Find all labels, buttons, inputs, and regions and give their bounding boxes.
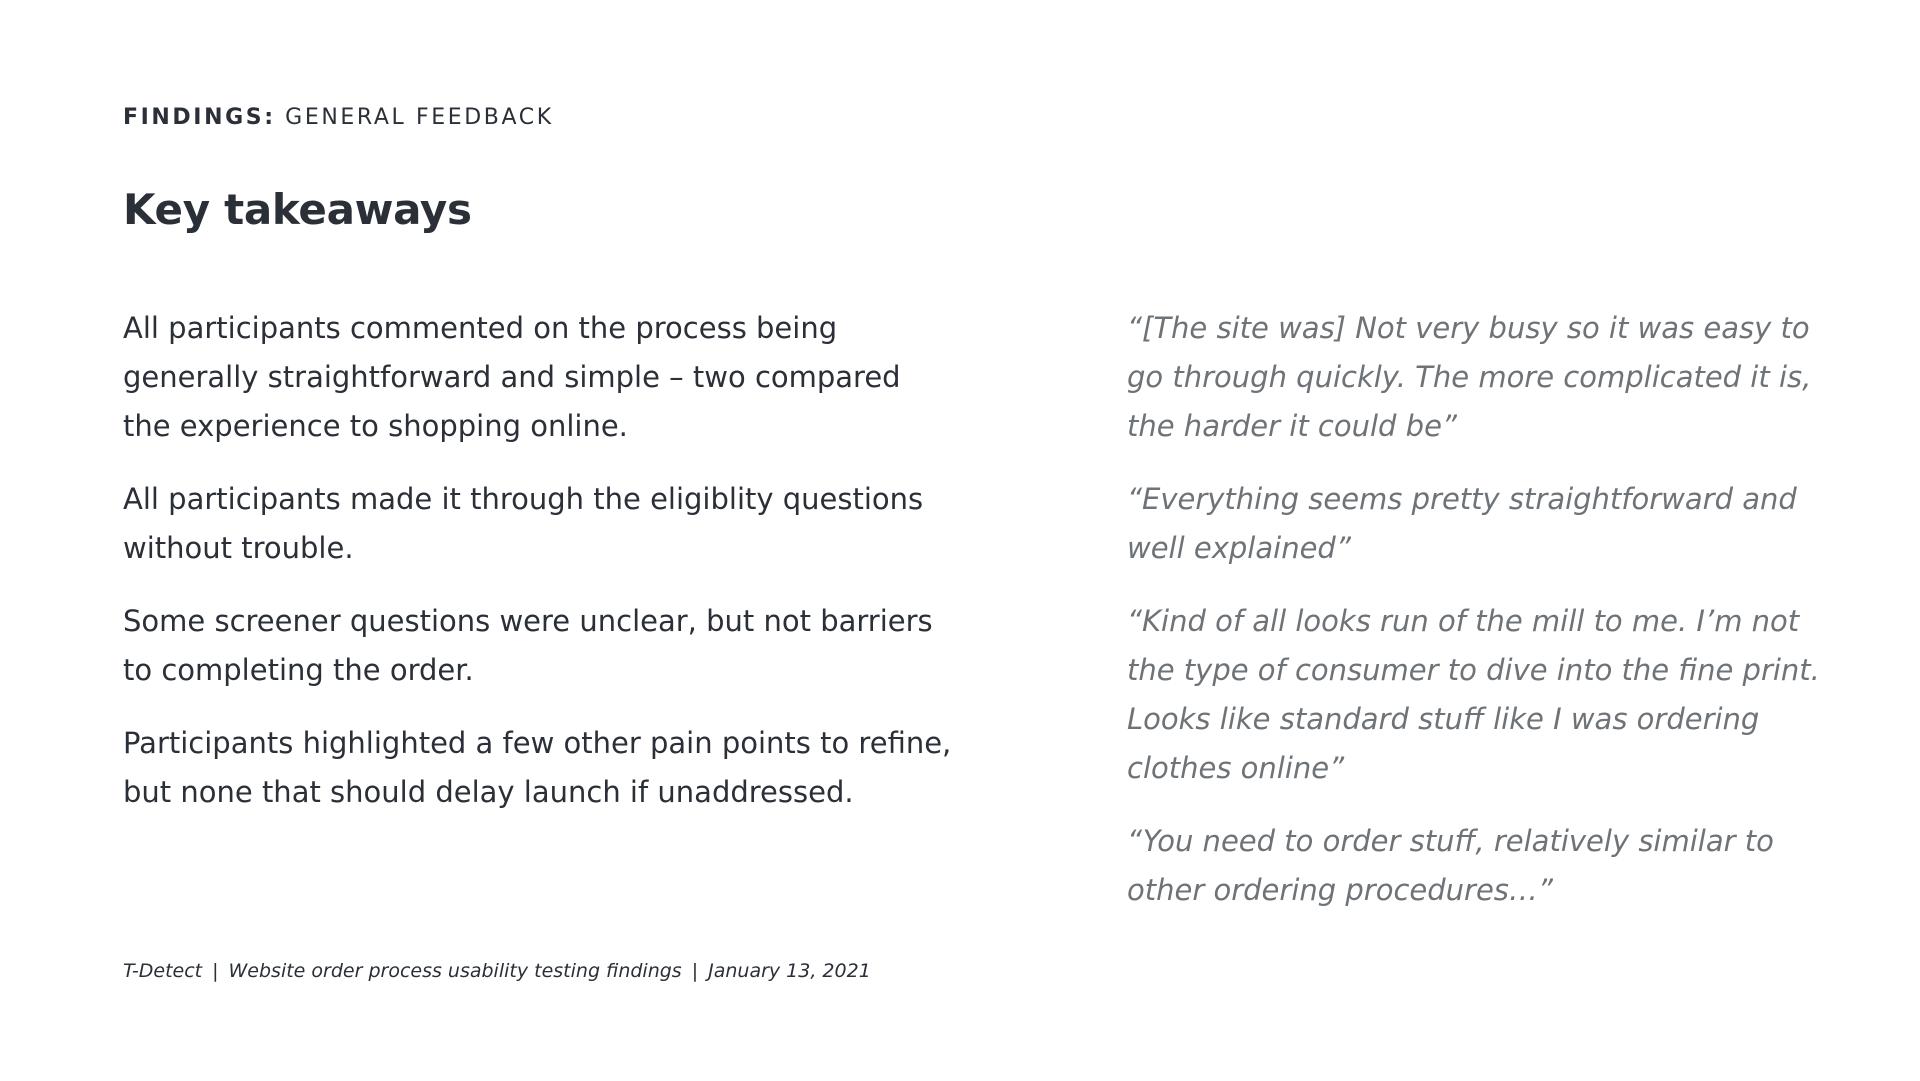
footer-separator: | (691, 960, 699, 982)
takeaway-item: All participants commented on the process being generally straightforward and simple – two compared the experience to shopping online. (123, 311, 901, 443)
participant-quote: “Everything seems pretty straightforward and well explained” (1127, 482, 1797, 565)
footer-product: T-Detect (123, 960, 203, 982)
footer-document-title: Website order process usability testing findings (228, 960, 682, 982)
takeaway-item: Some screener questions were unclear, but not barriers to completing the order. (123, 604, 933, 687)
section-label-strong: FINDINGS: (123, 105, 276, 130)
footer-separator: | (212, 960, 219, 982)
participant-quote: “Kind of all looks run of the mill to me. I’m not the type of consumer to dive into the fine print. Looks like standard stuff like I was ordering clothes online” (1127, 604, 1820, 785)
participant-quote: “You need to order stuff, relatively similar to other ordering procedures…” (1127, 824, 1774, 907)
takeaways-list (123, 304, 953, 841)
section-label-rest: GENERAL FEEDBACK (275, 105, 554, 130)
footer (123, 958, 871, 984)
takeaway-item: All participants made it through the eligiblity questions without trouble. (123, 482, 924, 565)
footer-date: January 13, 2021 (708, 960, 871, 982)
quotes-list (1127, 304, 1827, 939)
participant-quote: “[The site was] Not very busy so it was easy to go through quickly. The more complicated it is, the harder it could be” (1127, 311, 1812, 443)
section-label (123, 104, 554, 132)
page-title: Key takeaways (123, 185, 472, 234)
takeaway-item: Participants highlighted a few other pain points to refine, but none that should delay launch if unaddressed. (123, 726, 952, 809)
